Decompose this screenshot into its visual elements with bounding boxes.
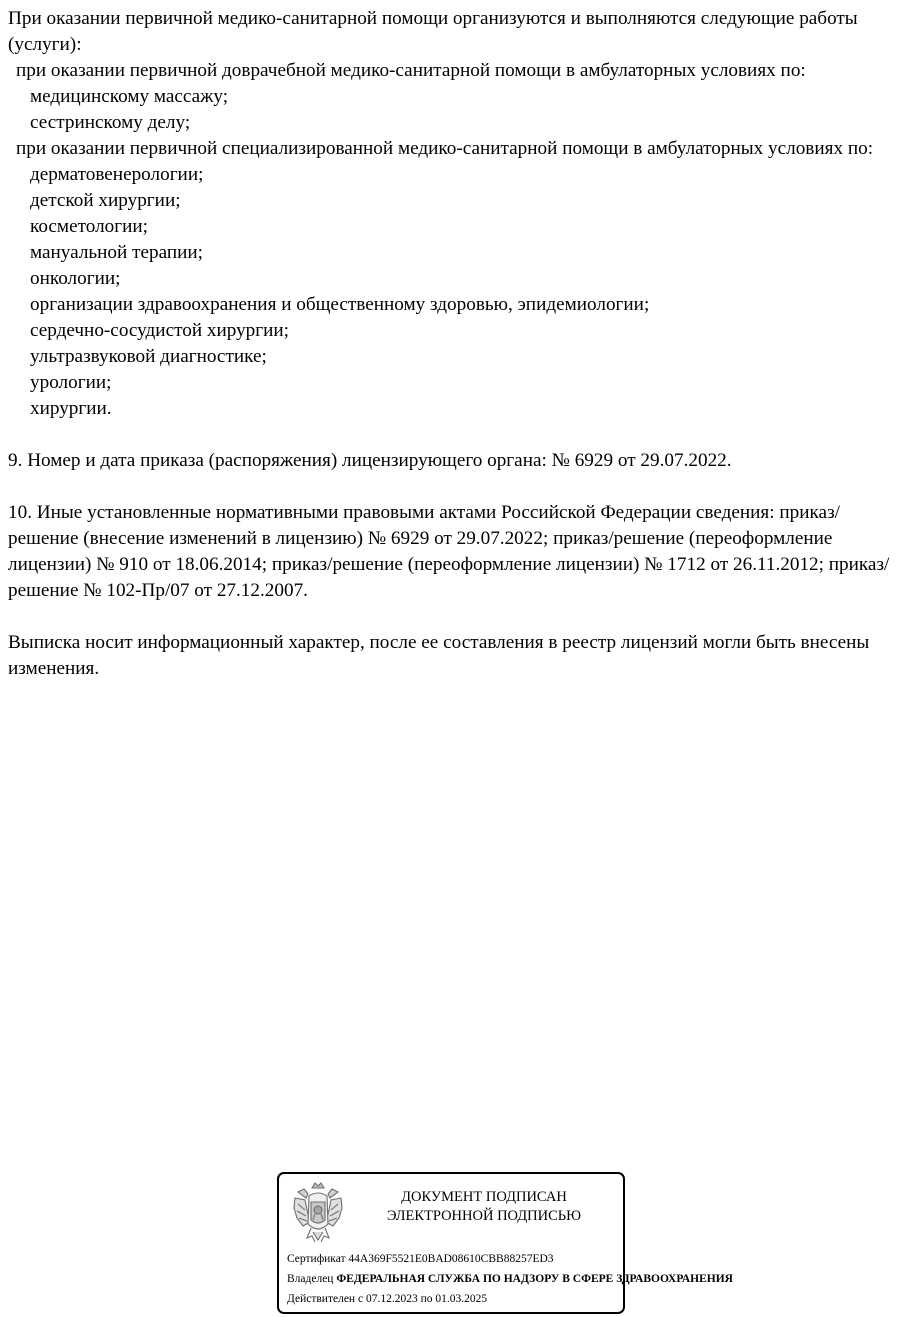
owner-line [287, 1271, 733, 1287]
russian-coat-of-arms-icon [289, 1180, 347, 1246]
specialized-item: хирургии. [30, 398, 112, 419]
specialized-item: урологии; [30, 372, 112, 393]
specialized-item: детской хирургии; [30, 190, 181, 211]
validity-line: Действителен с 07.12.2023 по 01.03.2025 [287, 1293, 488, 1305]
stamp-title-line: ЭЛЕКТРОННОЙ ПОДПИСЬЮ [386, 1208, 582, 1224]
order-number-paragraph: 9. Номер и дата приказа (распоряжения) лицензирующего органа: № 6929 от 29.07.2022. [8, 450, 732, 471]
certificate-label: Сертификат [287, 1253, 346, 1265]
pre-medical-heading: при оказании первичной доврачебной медико-санитарной помощи в амбулаторных условиях по: [16, 60, 806, 81]
intro-paragraph: При оказании первичной медико-санитарной помощи организуются и выполняются следующие работы (услуги): [8, 8, 858, 55]
stamp-title-line: ДОКУМЕНТ ПОДПИСАН [401, 1189, 567, 1205]
paragraph-spacer [8, 474, 892, 500]
specialized-item: ультразвуковой диагностике; [30, 346, 267, 367]
specialized-item: онкологии; [30, 268, 121, 289]
certificate-line [287, 1251, 554, 1267]
certificate-value: 44A369F5521E0BAD08610CBB88257ED3 [348, 1253, 554, 1265]
specialized-item: организации здравоохранения и общественному здоровью, эпидемиологии; [30, 294, 650, 315]
specialized-item: косметологии; [30, 216, 148, 237]
other-details-paragraph: 10. Иные установленные нормативными правовыми актами Российской Федерации сведения: приказ/решение (внесение изменений в лицензию) № 6929 от 29.07.2022; приказ/решение (переоформление лицензии) № 910 от 18.06.2014; приказ/решение (переоформление лицензии) № 1712 от 26.11.2012; приказ/решение № 102-Пр/07 от 27.12.2007. [8, 502, 890, 601]
owner-value: ФЕДЕРАЛЬНАЯ СЛУЖБА ПО НАДЗОРУ В СФЕРЕ ЗДРАВООХРАНЕНИЯ [336, 1273, 733, 1285]
electronic-signature-stamp [277, 1172, 733, 1314]
disclaimer-paragraph: Выписка носит информационный характер, после ее составления в реестр лицензий могли быть внесены изменения. [8, 632, 870, 679]
specialized-item: дерматовенерологии; [30, 164, 204, 185]
specialized-heading: при оказании первичной специализированной медико-санитарной помощи в амбулаторных условиях по: [16, 138, 874, 159]
specialized-item: сердечно-сосудистой хирургии; [30, 320, 290, 341]
owner-label: Владелец [287, 1273, 334, 1285]
document-body [8, 6, 892, 682]
specialized-item: мануальной терапии; [30, 242, 203, 263]
paragraph-spacer [8, 604, 892, 630]
stamp-title [349, 1188, 619, 1226]
paragraph-spacer [8, 422, 892, 448]
pre-medical-item: сестринскому делу; [30, 112, 191, 133]
pre-medical-item: медицинскому массажу; [30, 86, 229, 107]
